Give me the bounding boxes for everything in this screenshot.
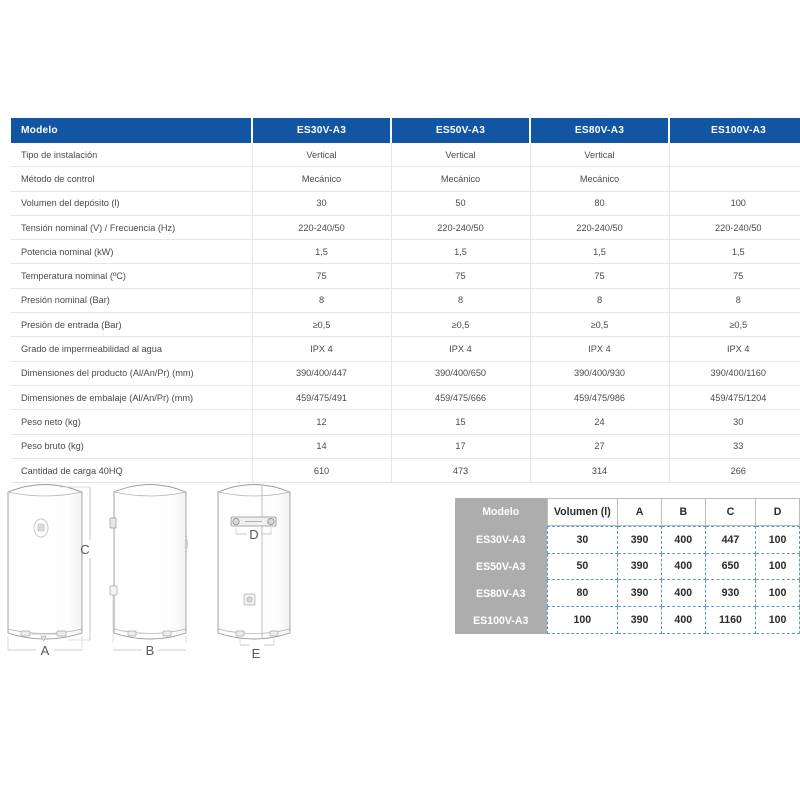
dimension-row-model: ES100V-A3 — [455, 607, 547, 634]
row-value: 390/400/447 — [252, 361, 391, 385]
dimension-row-model: ES30V-A3 — [455, 526, 547, 554]
table-row — [11, 143, 800, 167]
dimension-cell-c: 1160 — [706, 607, 757, 634]
specification-table-body — [11, 143, 800, 483]
row-value: Mecánico — [391, 167, 530, 191]
dimension-row-model: ES50V-A3 — [455, 554, 547, 581]
row-value: 220-240/50 — [391, 215, 530, 239]
row-value: 610 — [252, 458, 391, 482]
table-row — [11, 337, 800, 361]
dimension-header-c: C — [706, 498, 757, 526]
dimension-table-row — [455, 554, 800, 581]
dimension-table-container — [455, 498, 800, 634]
rear-view-outlet-fitting — [270, 631, 278, 636]
row-value: 75 — [391, 264, 530, 288]
row-value: 33 — [669, 434, 800, 458]
row-label: Dimensiones del producto (Al/An/Pr) (mm) — [11, 361, 252, 385]
row-label: Grado de impermeabilidad al agua — [11, 337, 252, 361]
header-cell-model-2: ES80V-A3 — [530, 118, 669, 143]
specification-table-head — [11, 118, 800, 143]
dimension-header-volumen: Volumen (l) — [547, 498, 619, 526]
dimension-label-b: B — [145, 643, 155, 658]
row-value: Vertical — [252, 143, 391, 167]
row-label: Tipo de instalación — [11, 143, 252, 167]
row-value: Vertical — [530, 143, 669, 167]
row-value: IPX 4 — [669, 337, 800, 361]
row-label: Presión de entrada (Bar) — [11, 313, 252, 337]
table-row — [11, 167, 800, 191]
dimension-header-row — [455, 498, 800, 526]
row-value: 1,5 — [252, 240, 391, 264]
table-row — [11, 240, 800, 264]
dimension-cell-b: 400 — [662, 554, 706, 581]
row-value: 390/400/930 — [530, 361, 669, 385]
row-value: 473 — [391, 458, 530, 482]
dimension-cell-b: 400 — [662, 607, 706, 634]
specification-table — [11, 118, 800, 483]
row-value: ≥0,5 — [252, 313, 391, 337]
side-view-upper-bracket — [110, 518, 116, 528]
dimension-cell-volumen: 100 — [547, 607, 619, 634]
row-value: 390/400/650 — [391, 361, 530, 385]
row-value: 1,5 — [530, 240, 669, 264]
row-value: 459/475/986 — [530, 385, 669, 409]
dimension-label-c: C — [80, 542, 90, 557]
row-value: 220-240/50 — [530, 215, 669, 239]
table-row — [11, 191, 800, 215]
row-value: Mecánico — [252, 167, 391, 191]
dimension-cell-a: 390 — [618, 607, 662, 634]
rear-view-tank-body — [218, 485, 290, 640]
header-cell-model-3: ES100V-A3 — [669, 118, 800, 143]
row-value: 1,5 — [669, 240, 800, 264]
row-value: 17 — [391, 434, 530, 458]
header-cell-model-1: ES50V-A3 — [391, 118, 530, 143]
dimension-cell-d: 100 — [756, 580, 800, 607]
row-value — [669, 143, 800, 167]
row-label: Temperatura nominal (ºC) — [11, 264, 252, 288]
dimension-cell-c: 930 — [706, 580, 757, 607]
dimension-cell-d: 100 — [756, 607, 800, 634]
dimension-table — [455, 498, 800, 634]
row-value: ≥0,5 — [530, 313, 669, 337]
front-view-tank-body — [8, 485, 82, 640]
header-cell-modelo: Modelo — [11, 118, 252, 143]
table-row — [11, 410, 800, 434]
anode-screw-icon — [247, 597, 252, 602]
table-row — [11, 264, 800, 288]
dimension-row-model: ES80V-A3 — [455, 580, 547, 607]
dimension-cell-b: 400 — [662, 526, 706, 554]
row-value: 12 — [252, 410, 391, 434]
front-view-inlet-fitting — [21, 631, 30, 636]
row-value: 220-240/50 — [669, 215, 800, 239]
dimension-table-row — [455, 580, 800, 607]
table-row — [11, 215, 800, 239]
row-value: 14 — [252, 434, 391, 458]
dimension-table-head — [455, 498, 800, 526]
row-value: Mecánico — [530, 167, 669, 191]
row-value: 8 — [530, 288, 669, 312]
dimension-cell-a: 390 — [618, 526, 662, 554]
row-label: Tensión nominal (V) / Frecuencia (Hz) — [11, 215, 252, 239]
row-value: 30 — [669, 410, 800, 434]
row-value: 390/400/1160 — [669, 361, 800, 385]
dimension-header-a: A — [618, 498, 662, 526]
row-value: IPX 4 — [391, 337, 530, 361]
row-value: 50 — [391, 191, 530, 215]
row-value: ≥0,5 — [391, 313, 530, 337]
control-dial-knob-icon — [38, 524, 44, 531]
row-label: Peso bruto (kg) — [11, 434, 252, 458]
bracket-hole-left-icon — [233, 518, 239, 524]
side-view-diagram — [110, 485, 188, 659]
row-label: Cantidad de carga 40HQ — [11, 458, 252, 482]
row-value: 220-240/50 — [252, 215, 391, 239]
row-label: Peso neto (kg) — [11, 410, 252, 434]
rear-view-diagram — [218, 485, 290, 662]
row-value: 75 — [530, 264, 669, 288]
row-value: IPX 4 — [530, 337, 669, 361]
side-view-tank-body — [114, 485, 186, 640]
row-value: 75 — [252, 264, 391, 288]
table-header-row — [11, 118, 800, 143]
row-value: 459/475/666 — [391, 385, 530, 409]
row-value: 8 — [669, 288, 800, 312]
row-value — [669, 167, 800, 191]
row-value: 266 — [669, 458, 800, 482]
row-value: 24 — [530, 410, 669, 434]
dimension-cell-c: 650 — [706, 554, 757, 581]
product-diagrams — [0, 478, 440, 678]
table-row — [11, 434, 800, 458]
row-value: 1,5 — [391, 240, 530, 264]
dimension-cell-volumen: 80 — [547, 580, 619, 607]
side-view-inlet-fitting — [128, 631, 136, 636]
dimension-cell-d: 100 — [756, 554, 800, 581]
specification-table-container — [11, 118, 789, 483]
row-value: 314 — [530, 458, 669, 482]
table-row — [11, 288, 800, 312]
dimension-cell-c: 447 — [706, 526, 757, 554]
bracket-hole-right-icon — [268, 518, 274, 524]
row-label: Volumen del depósito (l) — [11, 191, 252, 215]
dimension-cell-b: 400 — [662, 580, 706, 607]
dimension-header-modelo: Modelo — [455, 498, 547, 526]
row-value: 30 — [252, 191, 391, 215]
dimension-cell-volumen: 30 — [547, 526, 619, 554]
row-value: 100 — [669, 191, 800, 215]
dimension-label-e: E — [251, 646, 261, 661]
rear-view-inlet-fitting — [236, 631, 244, 636]
row-value: 15 — [391, 410, 530, 434]
front-view-diagram — [8, 485, 90, 659]
dimension-table-row — [455, 526, 800, 554]
row-value: IPX 4 — [252, 337, 391, 361]
dimension-header-d: D — [756, 498, 800, 526]
row-label: Método de control — [11, 167, 252, 191]
row-label: Dimensiones de embalaje (Al/An/Pr) (mm) — [11, 385, 252, 409]
dimension-cell-volumen: 50 — [547, 554, 619, 581]
dimension-header-b: B — [662, 498, 706, 526]
row-value: Vertical — [391, 143, 530, 167]
dimension-cell-d: 100 — [756, 526, 800, 554]
row-label: Potencia nominal (kW) — [11, 240, 252, 264]
dimension-label-d: D — [249, 527, 259, 542]
dimension-cell-a: 390 — [618, 580, 662, 607]
table-row — [11, 385, 800, 409]
dimension-table-body — [455, 526, 800, 634]
dimension-cell-a: 390 — [618, 554, 662, 581]
front-view-outlet-fitting — [57, 631, 66, 636]
row-value: 8 — [252, 288, 391, 312]
dimension-table-row — [455, 607, 800, 634]
header-cell-model-0: ES30V-A3 — [252, 118, 391, 143]
row-value: ≥0,5 — [669, 313, 800, 337]
row-value: 80 — [530, 191, 669, 215]
water-heater-dimension-drawings — [0, 478, 440, 678]
row-value: 75 — [669, 264, 800, 288]
side-view-outlet-fitting — [163, 631, 171, 636]
row-value: 27 — [530, 434, 669, 458]
table-row — [11, 361, 800, 385]
row-label: Presión nominal (Bar) — [11, 288, 252, 312]
row-value: 8 — [391, 288, 530, 312]
side-view-lower-bracket — [110, 586, 117, 595]
dimension-label-a: A — [40, 643, 50, 658]
row-value: 459/475/1204 — [669, 385, 800, 409]
table-row — [11, 313, 800, 337]
row-value: 459/475/491 — [252, 385, 391, 409]
